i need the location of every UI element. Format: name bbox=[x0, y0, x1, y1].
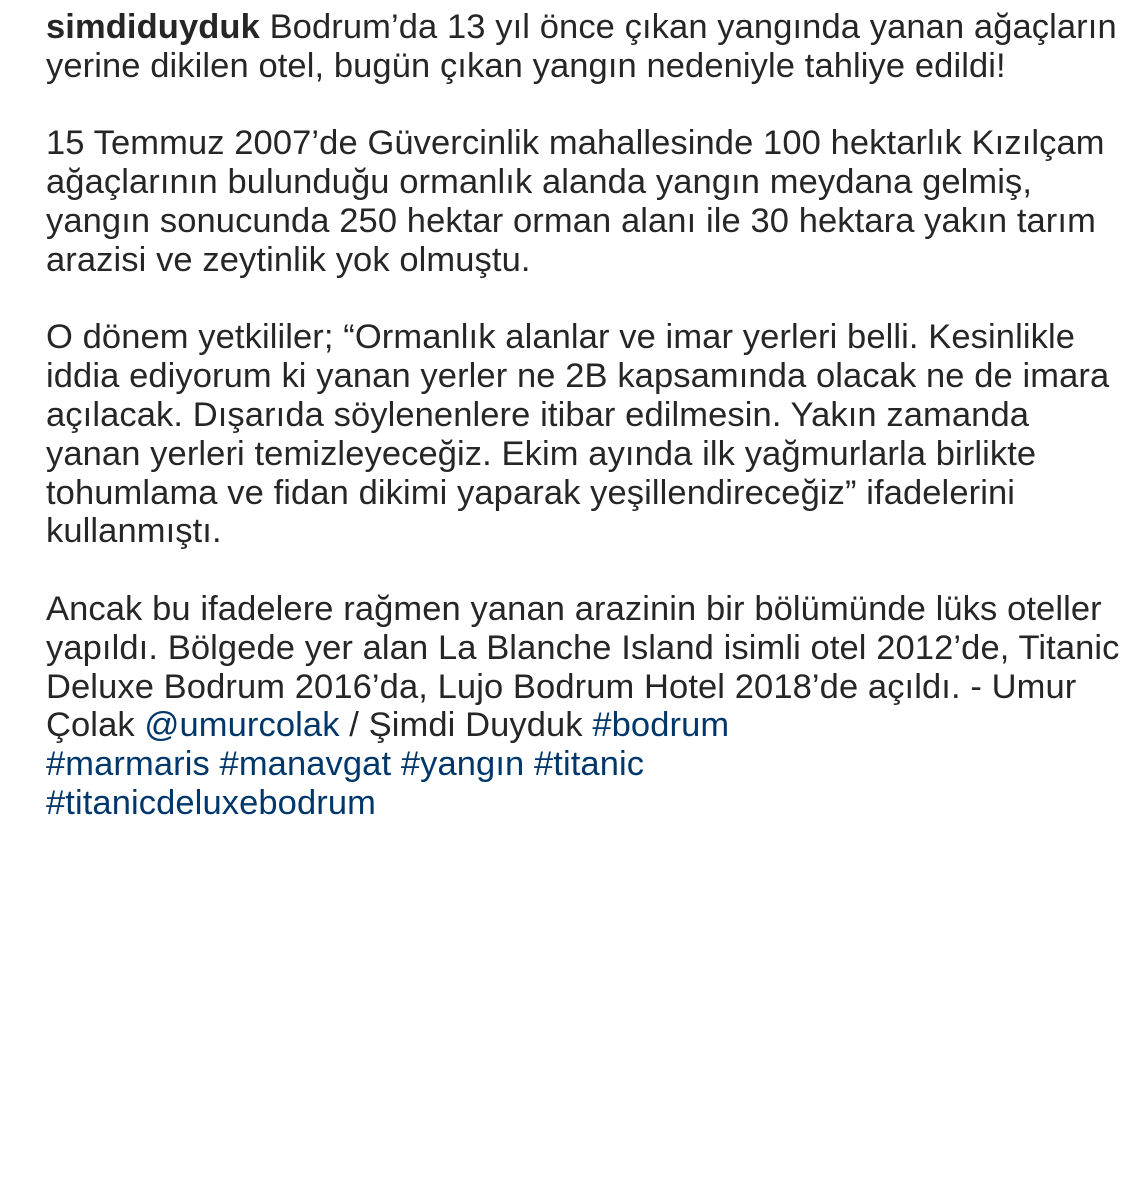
caption-paragraph-intro bbox=[46, 8, 1121, 86]
caption-paragraph-3: O dönem yetkililer; “Ormanlık alanlar ve imar yerleri belli. Kesinlikle iddia ediyorum ki yanan yerler ne 2B kapsamında olacak ne de imara açılacak. Dışarıda söylenenlere itibar edilmesin. Yakın zamanda yanan yerleri temizleyeceğiz. Ekim ayında ilk yağmurlarla birlikte tohumlama ve fidan dikimi yaparak yeşillendireceğiz” ifadelerini kullanmıştı. bbox=[46, 318, 1110, 551]
hashtag-link[interactable]: #marmaris bbox=[46, 745, 210, 784]
hashtag-link[interactable]: #bodrum bbox=[592, 706, 730, 745]
hashtag-link[interactable]: #yangın bbox=[400, 745, 525, 784]
separator-text: / Şimdi Duyduk bbox=[339, 706, 593, 745]
username-link[interactable]: simdiduyduk bbox=[46, 8, 260, 46]
intro-text: Bodrum’da 13 yıl önce çıkan yangında yanan ağaçların yerine dikilen otel, bugün çıkan yangın nedeniyle tahliye edildi! bbox=[46, 8, 1117, 85]
hashtag-link[interactable]: #titanic bbox=[534, 745, 645, 784]
post-caption bbox=[46, 8, 1121, 823]
hashtag-link[interactable]: #manavgat bbox=[219, 745, 392, 784]
mention-link[interactable]: @umurcolak bbox=[144, 706, 340, 745]
caption-paragraph-2: 15 Temmuz 2007’de Güvercinlik mahallesinde 100 hektarlık Kızılçam ağaçlarının bulunduğu ormanlık alanda yangın meydana gelmiş, yangın sonucunda 250 hektar orman alanı ile 30 hektara yakın tarım arazisi ve zeytinlik yok olmuştu. bbox=[46, 124, 1105, 279]
caption-paragraph-4 bbox=[46, 590, 1121, 823]
paragraph-4-text: Ancak bu ifadelere rağmen yanan arazinin bir bölümünde lüks oteller yapıldı. Bölgede yer alan La Blanche Island isimli otel 2012’de, Titanic Deluxe Bodrum 2016’da, Lujo Bodrum Hotel 2018’de açıldı. - Umur Çolak bbox=[46, 589, 1120, 745]
hashtag-link[interactable]: #titanicdeluxebodrum bbox=[46, 783, 376, 822]
